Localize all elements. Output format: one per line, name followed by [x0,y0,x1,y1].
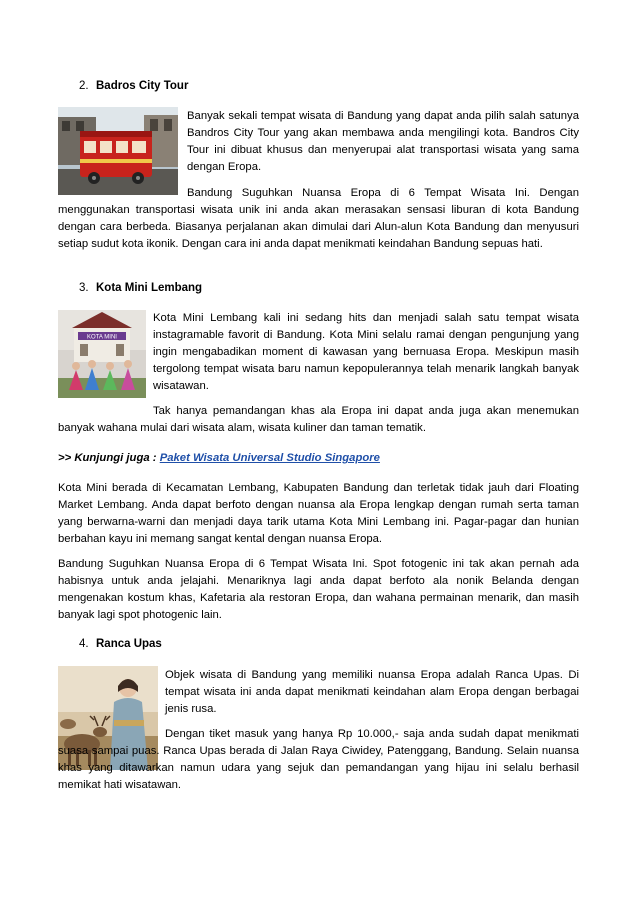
section-3-paragraph-2: Tak hanya pemandangan khas ala Eropa ini dapat anda juga akan menemukan banyak wahana mulai dari wisata alam, wisata kuliner dan taman tematik. [58,405,579,434]
section-number: 3. [79,282,89,294]
kota-mini-photo [58,310,146,398]
see-also-link[interactable]: Paket Wisata Universal Studio Singapore [159,452,380,464]
section-title: Ranca Upas [96,638,162,650]
see-also-line [58,450,579,467]
section-number: 2. [79,80,89,92]
body-paragraph-2: Bandung Suguhkan Nuansa Eropa di 6 Tempat Wisata Ini. Spot fotogenic ini tak akan pernah ada habisnya untuk anda jelajahi. Menariknya lagi anda dapat berfoto ala nonik Belanda dengan mengenakan kostum khas, Kafetaria ala restoran Eropa, dan wahana permainan menarik, dan masih banyak lagi spot photogenic lain. [58,558,579,621]
section-2-paragraph-1: Banyak sekali tempat wisata di Bandung yang dapat anda pilih salah satunya Bandros City Tour yang akan membawa anda mengilingi kota. Bandros City Tour ini dibuat khusus dan menyerupai alat transportasi wisata yang sama dengan Eropa. [187,110,579,173]
section-title: Badros City Tour [96,80,189,92]
see-also-prefix: >> Kunjungi juga : [58,452,160,464]
section-3-paragraph-1: Kota Mini Lembang kali ini sedang hits dan menjadi salah satu tempat wisata instagramable favorit di Bandung. Kota Mini selalu ramai dengan pengunjung yang ingin mengabadikan moment di kawasan yang bernuasa Eropa. Meskipun masih tergolong tempat wisata baru namun kepopulerannya telah menarik langkah banyak wisatawan. [153,312,579,392]
section-number: 4. [79,638,89,650]
kota-mini-sign-text: KOTA MINI [87,334,117,341]
body-paragraph-1: Kota Mini berada di Kecamatan Lembang, Kabupaten Bandung dan terletak tidak jauh dari Floating Market Lembang. Anda dapat berfoto dengan nuansa ala Eropa lengkap dengan rumah serta taman yang berwarna-warni dan menjadi daya tarik utama Kota Mini Lembang ini. Pagar-pagar dan hunian berbahan kayu ini memang sangat kental dengan nuansa Eropa. [58,482,579,545]
section-heading-2 [79,80,189,92]
section-heading-3 [79,282,203,294]
section-4-paragraph-1: Objek wisata di Bandung yang memiliki nuansa Eropa adalah Ranca Upas. Di tempat wisata ini anda dapat menikmati keindahan alam Eropa dengan berbagai jenis rusa. [165,669,579,715]
section-heading-4 [79,638,162,650]
bandros-bus-photo [58,107,178,195]
section-title: Kota Mini Lembang [96,282,203,294]
section-2-paragraph-2: Bandung Suguhkan Nuansa Eropa di 6 Tempat Wisata Ini. Dengan menggunakan transportasi wisata unik ini anda akan merasakan sensasi liburan di kota Bandung dengan cara berbeda. Biasanya perjalanan akan dimulai dari Alun-alun Kota Bandung dan menyusuri setiap sudut kota ikonik. Dengan cara ini anda dapat menikmati keindahan Bandung sepuas hati. [58,187,579,250]
section-4-paragraph-2: Dengan tiket masuk yang hanya Rp 10.000,- saja anda sudah dapat menikmati suasa sampai puas. Ranca Upas berada di Jalan Raya Ciwidey, Patenggang, Bandung. Selain nuansa khas yang ditawarkan namun udara yang sejuk dan pemandangan yang hijau ini selalu berhasil memikat hati wisatawan. [58,728,579,791]
